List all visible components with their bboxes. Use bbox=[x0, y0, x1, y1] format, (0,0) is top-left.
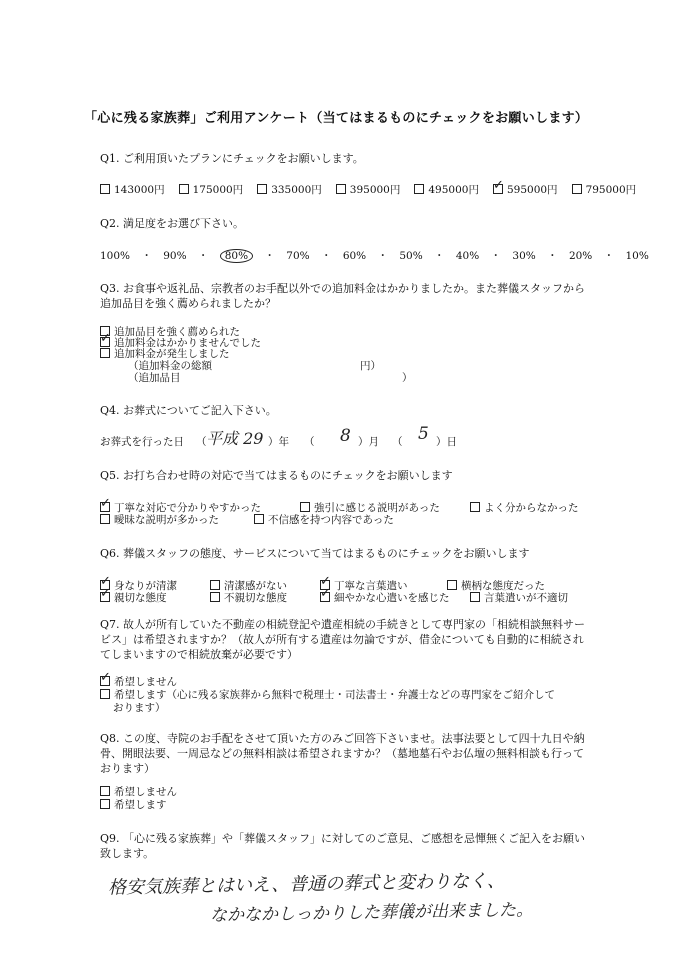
checkbox[interactable] bbox=[447, 580, 457, 590]
option-label: 143000円 bbox=[114, 184, 165, 196]
separator: ・ bbox=[543, 250, 561, 262]
satisfaction-option[interactable]: 20% bbox=[568, 250, 593, 262]
option-label: 丁寧な言葉遣い bbox=[334, 580, 408, 592]
option-label: 希望しません bbox=[114, 676, 177, 688]
satisfaction-option[interactable]: 10% bbox=[625, 250, 649, 262]
option-label: 細やかな心遣いを感じた bbox=[334, 592, 450, 604]
satisfaction-option[interactable]: 50% bbox=[399, 250, 423, 262]
q1-option[interactable] bbox=[414, 182, 479, 197]
q9-label-2: 致します。 bbox=[100, 847, 155, 860]
separator: ・ bbox=[138, 250, 156, 262]
paren-open: （ bbox=[196, 436, 207, 448]
checkbox[interactable] bbox=[414, 184, 424, 194]
separator: ・ bbox=[374, 250, 392, 262]
separator: ・ bbox=[600, 250, 618, 262]
option-label: 595000円 bbox=[506, 184, 558, 196]
separator: ・ bbox=[194, 250, 212, 262]
option-label: 追加品目を強く薦められた bbox=[114, 326, 240, 338]
q9-answer-2[interactable]: なかなかしっかりした葬儀が出来ました。 bbox=[209, 900, 534, 926]
q1-option[interactable] bbox=[572, 182, 637, 197]
option-label: よく分からなかった bbox=[484, 502, 579, 514]
day-value[interactable]: 5 bbox=[418, 424, 429, 444]
checkbox[interactable] bbox=[470, 592, 480, 602]
q9-answer-1[interactable]: 格安気族葬とはいえ、普通の葬式と変わりなく、 bbox=[107, 870, 505, 899]
survey-title: 「心に残る家族葬」ご利用アンケート（当てはまるものにチェックをお願いします） bbox=[84, 111, 589, 126]
option-label: 395000円 bbox=[349, 184, 401, 196]
satisfaction-option[interactable]: 80% bbox=[220, 249, 253, 263]
checkbox[interactable] bbox=[100, 786, 110, 796]
option-label: 横柄な態度だった bbox=[461, 580, 545, 592]
separator: ・ bbox=[430, 250, 448, 262]
checkbox[interactable] bbox=[100, 348, 110, 358]
q7-option-2-cont: おります） bbox=[113, 702, 166, 714]
paren-open: （ bbox=[392, 436, 403, 448]
option-label: 希望しません bbox=[114, 786, 177, 798]
option-label: 言葉遣いが不適切 bbox=[484, 592, 568, 604]
q1-option[interactable] bbox=[179, 182, 244, 197]
checkbox[interactable] bbox=[100, 592, 110, 602]
satisfaction-option[interactable]: 40% bbox=[455, 250, 480, 262]
day-unit: ）日 bbox=[436, 436, 457, 448]
separator: ・ bbox=[261, 250, 279, 262]
q6-option-6[interactable] bbox=[210, 590, 287, 605]
checkbox[interactable] bbox=[320, 592, 330, 602]
checkbox[interactable] bbox=[254, 514, 264, 524]
option-label: 335000円 bbox=[271, 184, 322, 196]
option-label: 身なりが清潔 bbox=[114, 580, 177, 592]
q1-options bbox=[100, 182, 650, 197]
era-value[interactable]: 平成 29 bbox=[206, 429, 264, 448]
option-label: 追加料金はかかりませんでした bbox=[114, 337, 261, 349]
checkbox[interactable] bbox=[210, 592, 220, 602]
q3-total-unit: 円） bbox=[360, 360, 381, 372]
separator: ・ bbox=[317, 250, 335, 262]
checkbox[interactable] bbox=[470, 502, 480, 512]
option-label: 希望します（心に残る家族葬から無料で税理士・司法書士・弁護士などの専門家をご紹介して bbox=[114, 689, 555, 701]
q9-label-1: Q9. 「心に残る家族葬」や「葬儀スタッフ」に対してのご意見、ご感想を忌憚無くご記入をお願い bbox=[100, 832, 586, 845]
option-label: 795000円 bbox=[585, 184, 637, 196]
option-label: 175000円 bbox=[192, 184, 244, 196]
checkbox[interactable] bbox=[100, 799, 110, 809]
option-label: 希望します bbox=[114, 799, 167, 811]
checkbox[interactable] bbox=[179, 184, 189, 194]
option-label: 不親切な態度 bbox=[224, 592, 287, 604]
option-label: 495000円 bbox=[428, 184, 479, 196]
q3-total-label: （追加料金の総額 bbox=[128, 360, 212, 372]
q4-label: Q4. お葬式についてご記入下さい。 bbox=[100, 404, 277, 417]
checkbox[interactable] bbox=[300, 502, 310, 512]
q5-option-5[interactable] bbox=[254, 512, 394, 527]
q6-option-8[interactable] bbox=[470, 590, 568, 605]
q8-label-3: おります） bbox=[100, 762, 155, 775]
q6-label: Q6. 葬儀スタッフの態度、サービスについて当てはまるものにチェックをお願いします bbox=[100, 547, 530, 560]
q1-option[interactable] bbox=[257, 182, 322, 197]
checkbox[interactable] bbox=[493, 184, 503, 194]
q1-option[interactable] bbox=[493, 182, 558, 197]
satisfaction-option[interactable]: 90% bbox=[163, 250, 187, 262]
checkbox[interactable] bbox=[257, 184, 267, 194]
q5-option-4[interactable] bbox=[100, 512, 219, 527]
q6-option-5[interactable] bbox=[100, 590, 167, 605]
q2-scale bbox=[100, 248, 649, 263]
q8-label-2: 骨、開眼法要、一周忌などの無料相談は希望されますか？（墓地墓石やお仏壇の無料相談も行って bbox=[100, 747, 584, 760]
q2-label: Q2. 満足度をお選び下さい。 bbox=[100, 217, 245, 230]
satisfaction-option[interactable]: 30% bbox=[512, 250, 536, 262]
option-label: 曖昧な説明が多かった bbox=[114, 514, 219, 526]
q1-option[interactable] bbox=[336, 182, 401, 197]
separator: ・ bbox=[487, 250, 505, 262]
q8-option-2[interactable] bbox=[100, 797, 167, 812]
q7-label-2: ビス」は希望されますか？（故人が所有する遺産は勿論ですが、借金についても自動的に相続され bbox=[100, 633, 584, 646]
q6-option-7[interactable] bbox=[320, 590, 450, 605]
month-unit: ）月 bbox=[358, 436, 379, 448]
satisfaction-option[interactable]: 70% bbox=[286, 250, 310, 262]
q3-label-2: 追加品目を強く薦められましたか？ bbox=[100, 297, 276, 310]
q7-option-2[interactable] bbox=[100, 687, 555, 702]
q7-label-1: Q7. 故人が所有していた不動産の相続登記や遺産相続の手続きとして専門家の「相続相談無料サー bbox=[100, 618, 586, 631]
option-label: 清潔感がない bbox=[224, 580, 287, 592]
paren-open: （ bbox=[304, 436, 315, 448]
satisfaction-option[interactable]: 100% bbox=[100, 250, 131, 262]
satisfaction-option[interactable]: 60% bbox=[342, 250, 367, 262]
year-unit: ）年 bbox=[268, 436, 289, 448]
month-value[interactable]: 8 bbox=[340, 426, 351, 446]
option-label: 不信感を持つ内容であった bbox=[268, 514, 394, 526]
checkbox[interactable] bbox=[100, 689, 110, 699]
checkbox[interactable] bbox=[100, 184, 110, 194]
checkbox[interactable] bbox=[100, 502, 110, 512]
q8-label-1: Q8. この度、寺院のお手配をさせて頂いた方のみご回答下さいませ。法事法要として四十九日や納 bbox=[100, 732, 585, 745]
option-label: 丁寧な対応で分かりやすかった bbox=[114, 502, 261, 514]
checkbox[interactable] bbox=[572, 184, 582, 194]
option-label: 強引に感じる説明があった bbox=[314, 502, 440, 514]
q7-label-3: てしまいますので相続放棄が必要です） bbox=[100, 648, 298, 661]
option-label: 親切な態度 bbox=[114, 592, 167, 604]
q3-label-1: Q3. お食事や返礼品、宗教者のお手配以外での追加料金はかかりましたか。また葬儀スタッフから bbox=[100, 282, 586, 295]
checkbox[interactable] bbox=[100, 676, 110, 686]
q4-date-label: お葬式を行った日 bbox=[100, 436, 184, 448]
q3-items-close: ） bbox=[402, 372, 413, 384]
checkbox[interactable] bbox=[210, 580, 220, 590]
q5-label: Q5. お打ち合わせ時の対応で当てはまるものにチェックをお願いします bbox=[100, 469, 453, 482]
q5-option-3[interactable] bbox=[470, 500, 579, 515]
q3-items-label: （追加品目 bbox=[128, 372, 181, 384]
option-label: 追加料金が発生しました bbox=[114, 348, 230, 360]
q1-option[interactable] bbox=[100, 182, 165, 197]
checkbox[interactable] bbox=[336, 184, 346, 194]
checkbox[interactable] bbox=[100, 514, 110, 524]
q1-label: Q1. ご利用頂いたプランにチェックをお願いします。 bbox=[100, 152, 364, 165]
